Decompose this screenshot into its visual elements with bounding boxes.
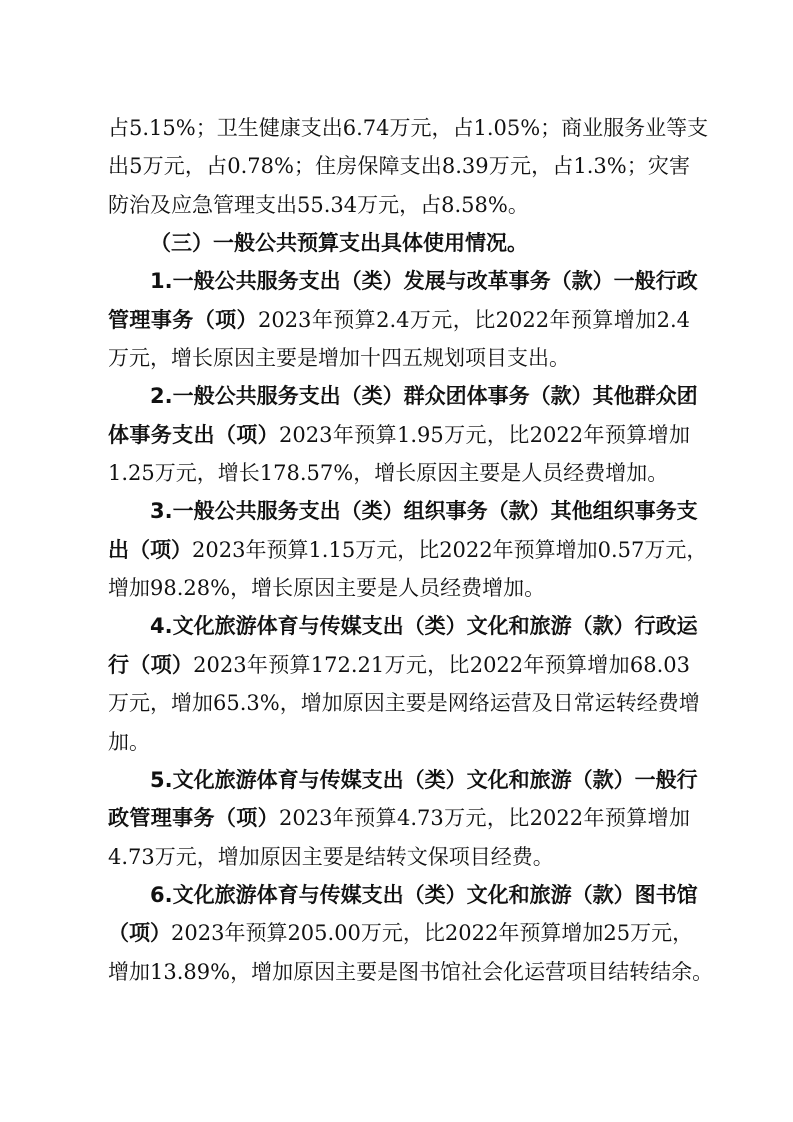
line-text: 2023年预算1.15万元，比2022年预算增加0.57万元，	[192, 537, 708, 562]
line-text: 2023年预算205.00万元，比2022年预算增加25万元，	[171, 921, 694, 946]
line-text: 防治及应急管理支出55.34万元，占8.58%。	[108, 192, 529, 217]
line-bold: （项）	[108, 921, 171, 946]
line-text: 1.25万元，增长178.57%，增长原因主要是人员经费增加。	[108, 461, 669, 486]
text-line	[108, 838, 690, 876]
text-line	[108, 531, 708, 569]
line-text: 万元，增长原因主要是增加十四五规划项目支出。	[108, 346, 570, 371]
line-text: 2023年预算172.21万元，比2022年预算增加68.03	[193, 652, 691, 677]
text-line	[108, 147, 690, 185]
text-line	[108, 914, 694, 952]
text-line	[108, 723, 690, 761]
line-text: 万元，增加65.3%，增加原因主要是网络运营及日常运转经费增	[108, 691, 700, 716]
line-text: 增加13.89%，增加原因主要是图书馆社会化运营项目结转结余。	[108, 959, 714, 984]
item-heading	[108, 492, 698, 530]
line-text: 占5.15%；卫生健康支出6.74万元，占1.05%；商业服务业等支	[108, 116, 709, 140]
line-bold: 1.一般公共服务支出（类）发展与改革事务（款）一般行政	[150, 269, 698, 294]
line-text: 4.73万元，增加原因主要是结转文保项目经费。	[108, 844, 554, 869]
document-page	[108, 109, 714, 991]
line-text: 2023年预算1.95万元，比2022年预算增加	[279, 422, 690, 447]
line-text: 出5万元，占0.78%；住房保障支出8.39万元，占1.3%；灾害	[108, 154, 690, 179]
line-bold: 出（项）	[108, 537, 192, 562]
line-text: 加。	[108, 729, 150, 754]
text-line	[108, 646, 690, 684]
section-heading	[108, 224, 690, 262]
text-line	[108, 454, 690, 492]
line-bold: 2.一般公共服务支出（类）群众团体事务（款）其他群众团	[150, 384, 698, 409]
text-line	[108, 339, 690, 377]
line-bold: 5.文化旅游体育与传媒支出（类）文化和旅游（款）一般行	[150, 767, 698, 792]
line-bold: 行（项）	[108, 652, 194, 677]
text-line	[108, 953, 714, 991]
line-bold: 4.文化旅游体育与传媒支出（类）文化和旅游（款）行政运	[150, 614, 698, 639]
text-line	[108, 569, 690, 607]
text-line	[108, 799, 690, 837]
line-text: 增加98.28%，增长原因主要是人员经费增加。	[108, 576, 546, 601]
item-heading	[108, 607, 698, 645]
line-text: 2023年预算4.73万元，比2022年预算增加	[279, 806, 690, 831]
line-text: 2023年预算2.4万元，比2022年预算增加2.4	[257, 307, 690, 332]
text-line	[108, 109, 709, 147]
item-heading	[108, 262, 698, 300]
text-line	[108, 186, 690, 224]
text-line	[108, 416, 690, 454]
text-line	[108, 684, 700, 722]
item-heading	[108, 377, 698, 415]
line-bold: 政管理事务（项）	[108, 806, 280, 831]
item-heading	[108, 876, 698, 914]
line-bold: 6.文化旅游体育与传媒支出（类）文化和旅游（款）图书馆	[150, 882, 698, 907]
text-line	[108, 301, 690, 339]
item-heading	[108, 761, 698, 799]
line-bold: 管理事务（项）	[108, 307, 258, 332]
line-bold: （三）一般公共预算支出具体使用情况。	[150, 231, 528, 256]
line-bold: 体事务支出（项）	[108, 422, 280, 447]
line-bold: 3.一般公共服务支出（类）组织事务（款）其他组织事务支	[150, 499, 698, 524]
